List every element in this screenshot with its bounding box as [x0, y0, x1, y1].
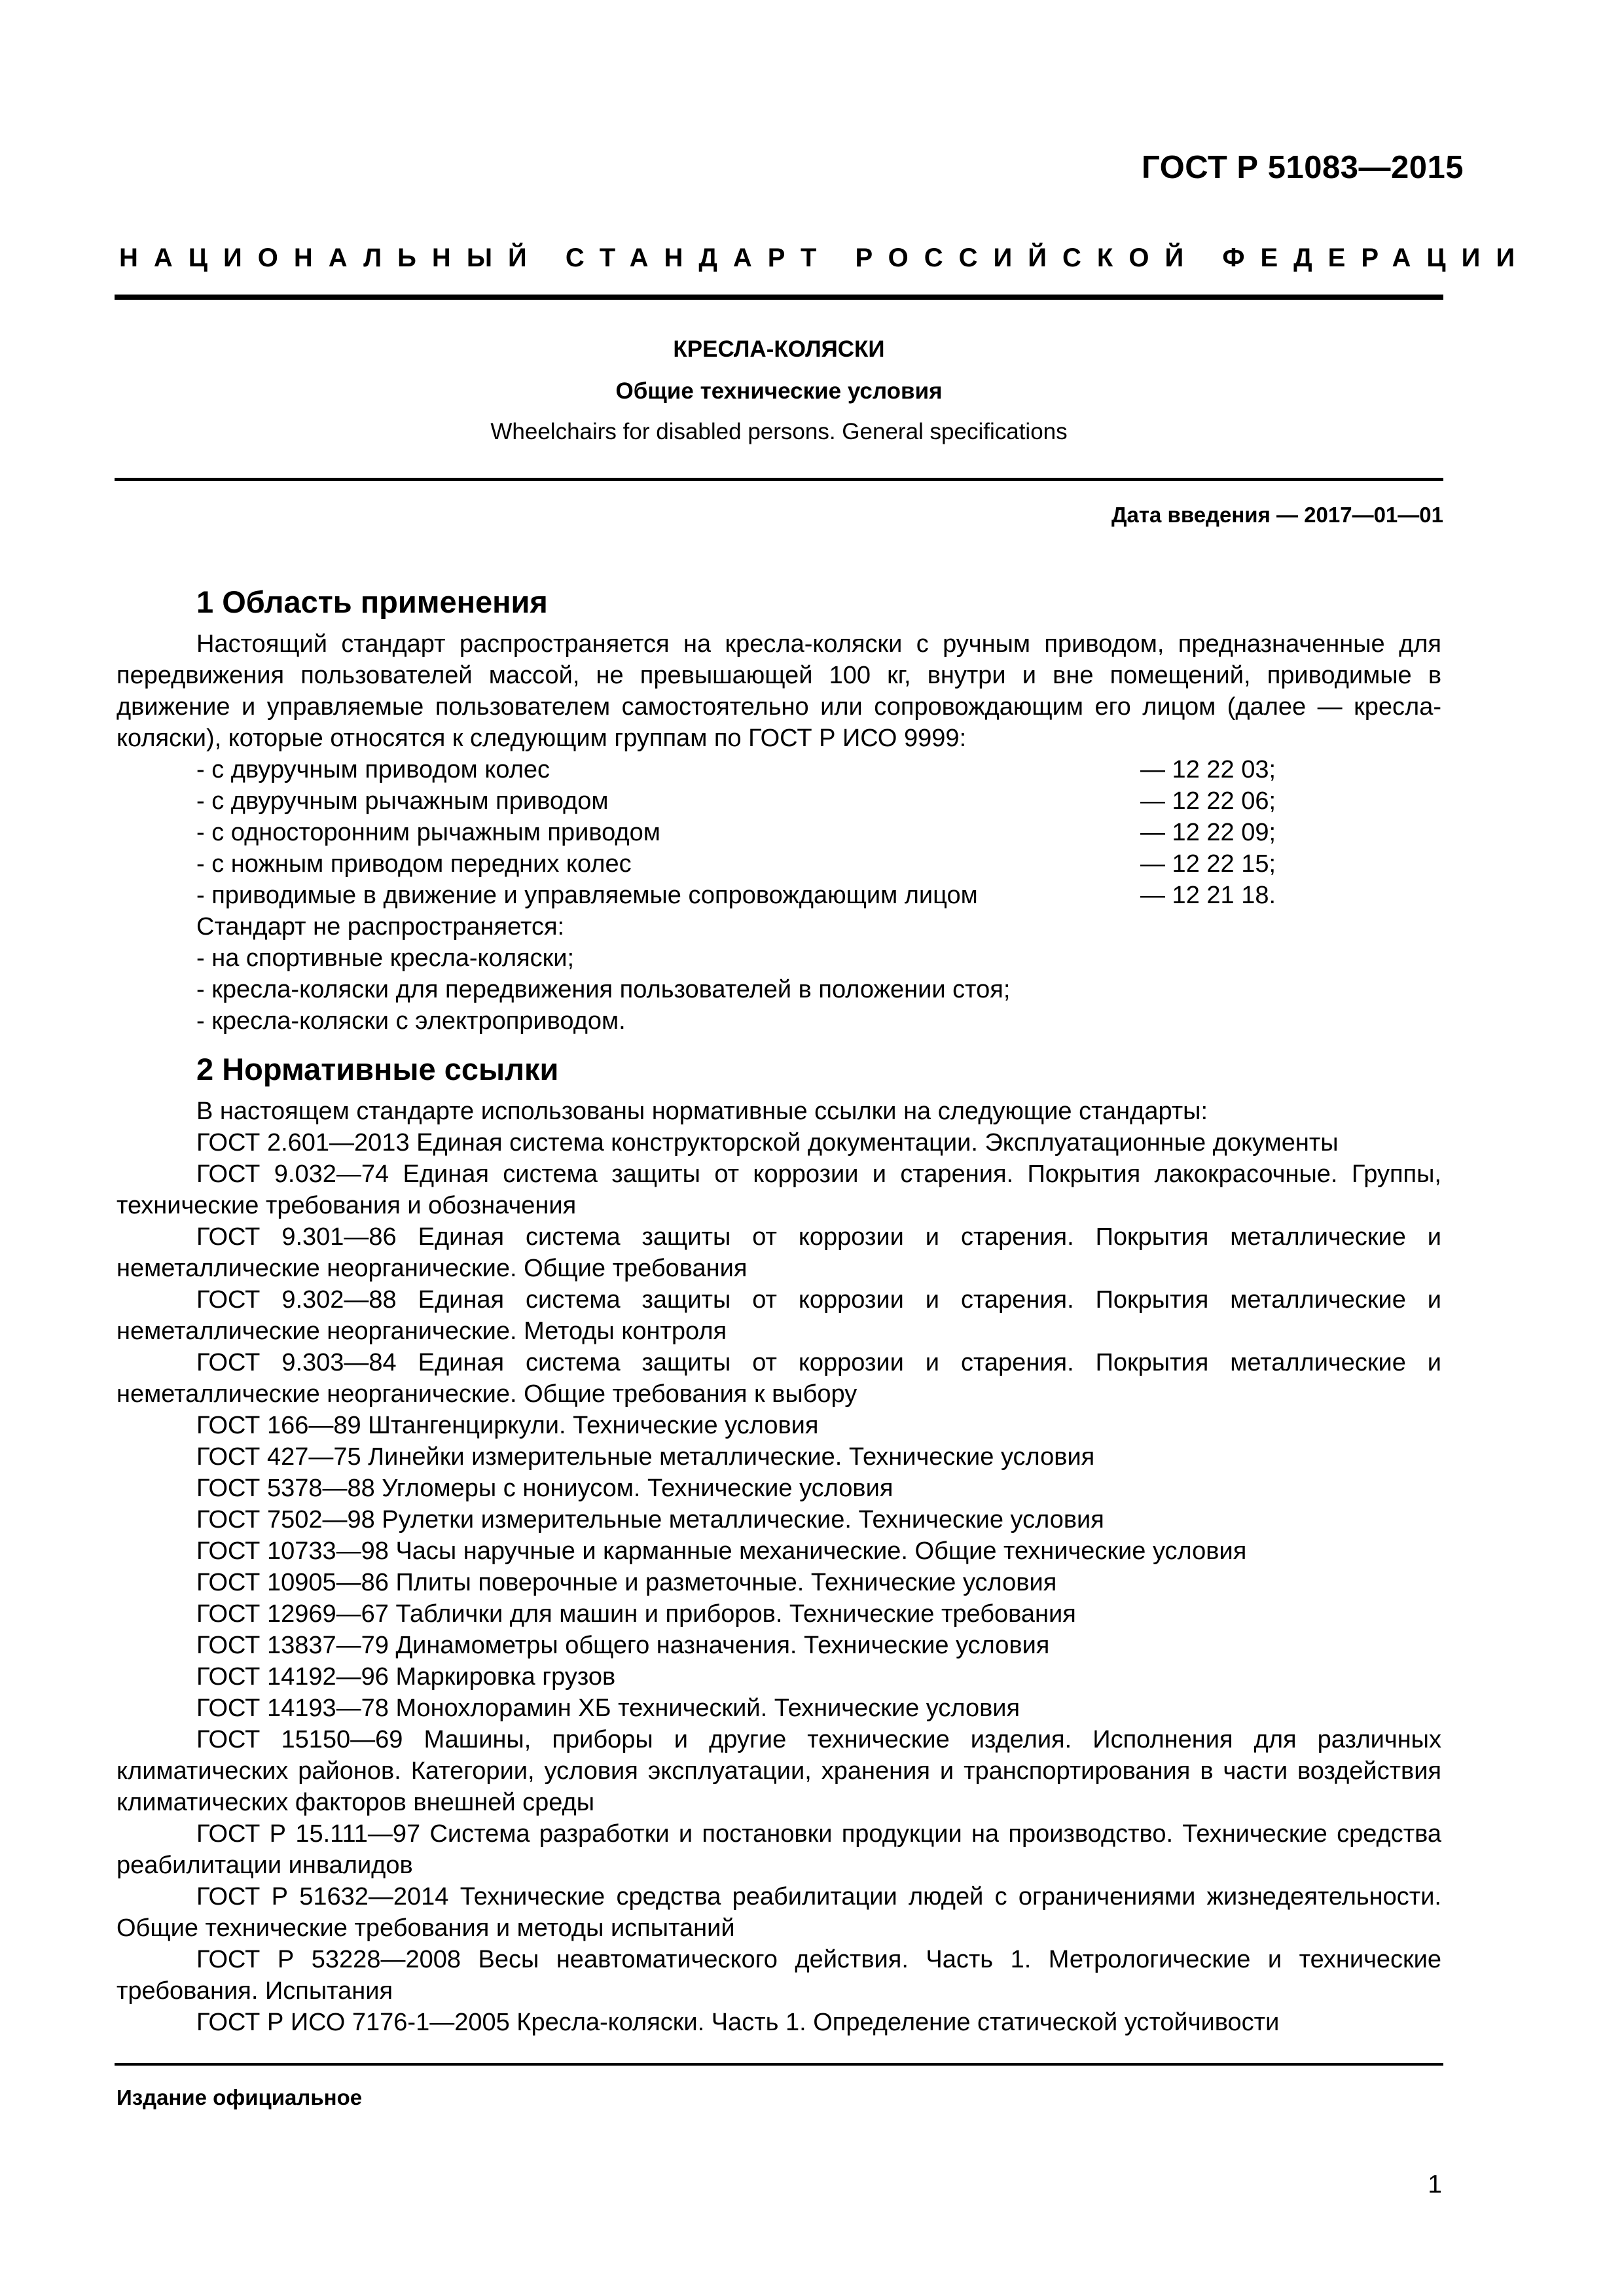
national-standard-banner: НАЦИОНАЛЬНЫЙ СТАНДАРТ РОССИЙСКОЙ ФЕДЕРАЦИИ	[119, 243, 1531, 272]
reference-item: ГОСТ 2.601—2013 Единая система конструкторской документации. Эксплуатационные документы	[196, 1129, 1339, 1157]
document-title: КРЕСЛА-КОЛЯСКИ	[673, 336, 885, 362]
reference-item: ГОСТ 10733—98 Часы наручные и карманные механические. Общие технические условия	[196, 1537, 1247, 1565]
footer-rule	[115, 2063, 1443, 2066]
group-code: — 12 22 03;	[1140, 756, 1276, 783]
reference-list	[117, 1127, 1441, 2038]
section-2-title: 2 Нормативные ссылки	[196, 1052, 559, 1086]
reference-item: ГОСТ 166—89 Штангенциркули. Технические условия	[196, 1412, 819, 1439]
reference-item: ГОСТ Р 53228—2008 Весы неавтоматического действия. Часть 1. Метрологические и технические требования. Испытания	[117, 1946, 1441, 2005]
reference-item: ГОСТ 12969—67 Таблички для машин и приборов. Технические требования	[196, 1600, 1076, 1628]
reference-item: ГОСТ 9.303—84 Единая система защиты от коррозии и старения. Покрытия металлические и неметаллические неорганические. Общие требования к выбору	[117, 1349, 1441, 1408]
group-name: - с односторонним рычажным приводом	[196, 819, 660, 846]
group-code: — 12 22 06;	[1140, 787, 1276, 815]
top-rule	[115, 295, 1443, 300]
introduction-date: Дата введения — 2017—01—01	[1111, 503, 1443, 527]
group-name: - с ножным приводом передних колес	[196, 850, 632, 878]
group-code: — 12 21 18.	[1140, 882, 1276, 909]
title-rule	[115, 478, 1443, 481]
group-item	[196, 848, 1441, 880]
reference-item: ГОСТ 14192—96 Маркировка грузов	[196, 1663, 616, 1691]
page-number: 1	[1428, 2170, 1442, 2198]
group-item	[196, 817, 1441, 848]
reference-item: ГОСТ 13837—79 Динамометры общего назначения. Технические условия	[196, 1632, 1050, 1659]
reference-item: ГОСТ 15150—69 Машины, приборы и другие технические изделия. Исполнения для различных климатических районов. Категории, условия эксплуатации, хранения и транспортирования в части воздействия климатических факторов внешней среды	[117, 1726, 1441, 1816]
reference-item: ГОСТ Р 15.111—97 Система разработки и постановки продукции на производство. Технические средства реабилитации инвалидов	[117, 1820, 1441, 1879]
document-subtitle: Общие технические условия	[615, 378, 943, 404]
reference-item: ГОСТ 10905—86 Плиты поверочные и разметочные. Технические условия	[196, 1569, 1057, 1596]
group-code: — 12 22 15;	[1140, 850, 1276, 878]
group-name: - с двуручным приводом колес	[196, 756, 550, 783]
reference-item: ГОСТ Р ИСО 7176-1—2005 Кресла-коляски. Часть 1. Определение статической устойчивости	[196, 2009, 1280, 2036]
group-item	[196, 880, 1441, 911]
reference-item: ГОСТ Р 51632—2014 Технические средства реабилитации людей с ограничениями жизнедеятельности. Общие технические требования и методы испытаний	[117, 1883, 1441, 1942]
exclusion-item: - кресла-коляски для передвижения пользователей в положении стоя;	[196, 976, 1011, 1003]
document-body	[117, 583, 1441, 2038]
edition-label: Издание официальное	[117, 2085, 363, 2109]
reference-item: ГОСТ 9.302—88 Единая система защиты от коррозии и старения. Покрытия металлические и неметаллические неорганические. Методы контроля	[117, 1286, 1441, 1345]
group-name: - с двуручным рычажным приводом	[196, 787, 609, 815]
group-item	[196, 785, 1441, 817]
exclusion-item: - кресла-коляски с электроприводом.	[196, 1007, 626, 1035]
group-code: — 12 22 09;	[1140, 819, 1276, 846]
group-name: - приводимые в движение и управляемые сопровождающим лицом	[196, 882, 978, 909]
reference-item: ГОСТ 427—75 Линейки измерительные металлические. Технические условия	[196, 1443, 1095, 1471]
not-applies-label: Стандарт не распространяется:	[196, 913, 565, 941]
group-list	[117, 754, 1441, 911]
exclusion-list	[117, 942, 1441, 1037]
section-1-paragraph: Настоящий стандарт распространяется на кресла-коляски с ручным приводом, предназначенные для передвижения пользователей массой, не превышающей 100 кг, внутри и вне помещений, приводимые в движение и управляемые пользователем самостоятельно или сопровождающим его лицом (далее — кресла-коляски), которые относятся к следующим группам по ГОСТ Р ИСО 9999:	[117, 630, 1441, 752]
group-item	[196, 754, 1441, 785]
reference-item: ГОСТ 9.301—86 Единая система защиты от коррозии и старения. Покрытия металлические и неметаллические неорганические. Общие требования	[117, 1223, 1441, 1282]
section-1-title: 1 Область применения	[196, 584, 548, 619]
document-title-english: Wheelchairs for disabled persons. General specifications	[490, 419, 1068, 444]
exclusion-item: - на спортивные кресла-коляски;	[196, 944, 575, 972]
section-2-intro: В настоящем стандарте использованы нормативные ссылки на следующие стандарты:	[196, 1098, 1208, 1125]
reference-item: ГОСТ 14193—78 Монохлорамин ХБ технический. Технические условия	[196, 1695, 1020, 1722]
reference-item: ГОСТ 7502—98 Рулетки измерительные металлические. Технические условия	[196, 1506, 1104, 1534]
reference-item: ГОСТ 5378—88 Угломеры с нониусом. Технические условия	[196, 1475, 893, 1502]
reference-item: ГОСТ 9.032—74 Единая система защиты от коррозии и старения. Покрытия лакокрасочные. Группы, технические требования и обозначения	[117, 1160, 1441, 1219]
gost-identifier: ГОСТ Р 51083—2015	[1141, 150, 1464, 185]
